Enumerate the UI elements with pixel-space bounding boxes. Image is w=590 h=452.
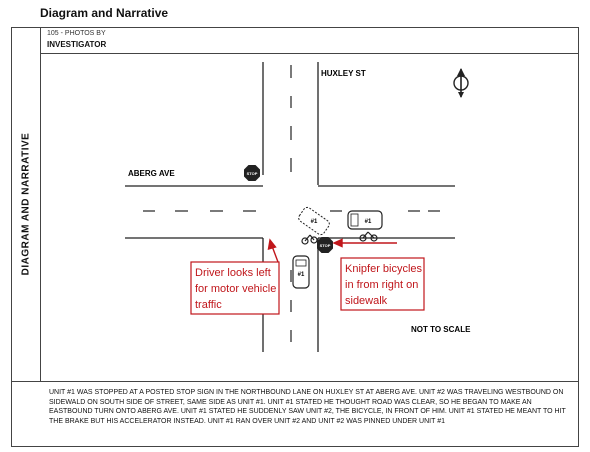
driver-annotation	[191, 262, 279, 314]
narrative-text: UNIT #1 WAS STOPPED AT A POSTED STOP SIGN IN THE NORTHBOUND LANE ON HUXLEY ST AT ABERG AVE. UNIT #2 WAS TRAVELING WESTBOUND ON SIDEWALD ON SOUTH SIDE OF STREET, SAME SIDE AS UNIT #1. UNIT #1 STATED HE THOUGHT ROAD WAS CLEAR, SO HE BEGAN TO MAKE AN EASTBOUND TURN ONTO ABERG AVE. UNIT #1 STATED HE SUDDENLY SAW UNIT #2, THE BICYCLE, IN FRONT OF HIM. UNIT #1 STATED HE MEANT TO HIT THE BRAKE BUT HIS ACCELERATOR INSTEAD. UNIT #1 RAN OVER UNIT #2 AND UNIT #2 WAS PINNED UNDER UNIT #1	[49, 389, 566, 425]
unit1-turning-car	[297, 206, 331, 236]
driver-annotation-line3: traffic	[195, 299, 222, 311]
scale-note: NOT TO SCALE	[411, 325, 471, 334]
north-arrow-icon	[454, 68, 468, 98]
turning-car-label: #1	[310, 219, 318, 225]
bicycle-icon	[302, 235, 317, 244]
unit1-car-label: #1	[297, 272, 305, 278]
photos-value: INVESTIGATOR	[47, 40, 107, 49]
stop-sign-text: STOP	[319, 243, 331, 248]
parked-car-label: #1	[364, 219, 372, 225]
side-label: DIAGRAM AND NARRATIVE	[20, 132, 32, 276]
aberg-ave-road	[125, 186, 455, 238]
cyclist-annotation-line1: Knipfer bicycles	[345, 263, 423, 275]
street-label-aberg: ABERG AVE	[128, 169, 175, 178]
street-label-huxley: HUXLEY ST	[321, 69, 366, 78]
driver-annotation-line1: Driver looks left	[195, 267, 271, 279]
page-title: Diagram and Narrative	[40, 6, 169, 20]
bicycle-icon	[360, 232, 377, 241]
driver-annotation-line2: for motor vehicle	[195, 283, 277, 295]
cyclist-annotation	[341, 258, 424, 310]
parked-car	[348, 211, 382, 229]
unit1-car	[293, 256, 309, 288]
cyclist-annotation-line2: in from right on	[345, 279, 419, 291]
photos-label: 105 - PHOTOS BY	[47, 30, 106, 37]
cyclist-annotation-line3: sidewalk	[345, 295, 388, 307]
stop-sign-text: STOP	[246, 171, 258, 176]
stop-sign-icon	[244, 165, 260, 181]
stop-sign-icon	[317, 237, 333, 253]
driver-gaze-arrow	[269, 240, 279, 262]
